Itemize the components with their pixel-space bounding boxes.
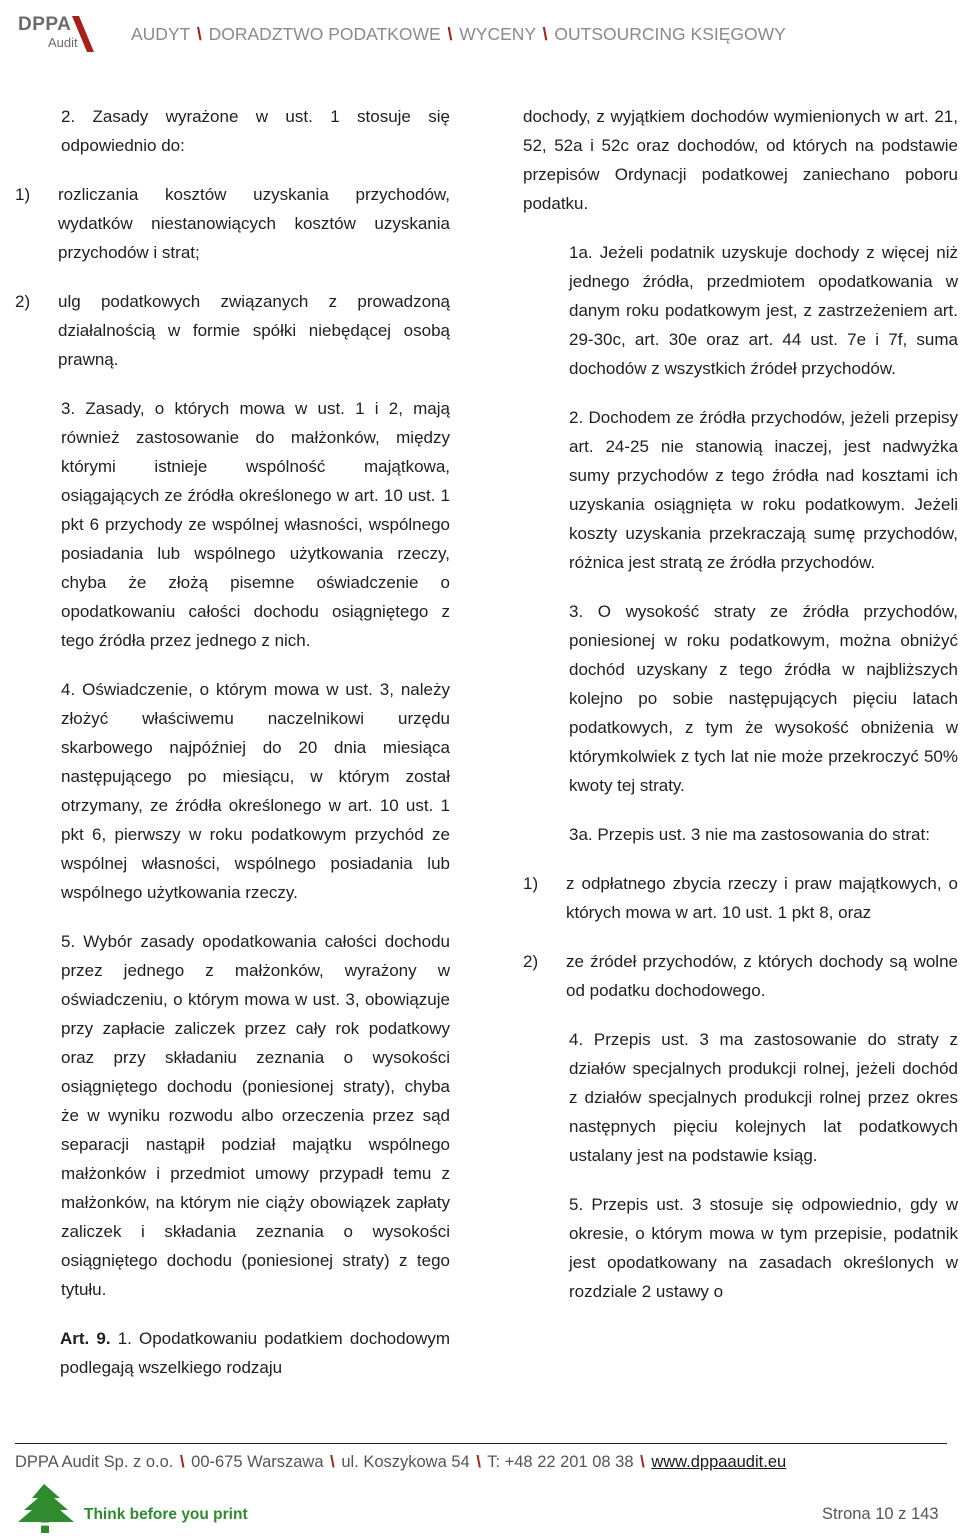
paragraph-5: 5. Wybór zasady opodatkowania całości dochodu przez jednego z małżonków, wyrażony w oświadczeniu, o którym mowa w ust. 3, obowiązuje przy zapłacie zaliczek przez cały rok podatkowy oraz przy składaniu zeznania o wysokości osiągniętego dochodu (poniesionej straty), chyba że w wyniku rozwodu albo orzeczenia przez sąd separacji nastąpił podział majątku wspólnego małżonków i przedmiot umowy przypadł temu z małżonków, na którym nie ciąży obowiązek zapłaty zaliczek i składania zeznania o wysokości osiągniętego dochodu (poniesionej straty) z tego tytułu. bbox=[61, 932, 450, 1299]
list-item-number: 2) bbox=[523, 952, 539, 971]
page-header bbox=[0, 0, 960, 72]
list-item-text: z odpłatnego zbycia rzeczy i praw majątkowych, o których mowa w art. 10 ust. 1 pkt 8, oraz bbox=[566, 874, 958, 922]
paragraph-2: 2. Zasady wyrażone w ust. 1 stosuje się odpowiednio do: bbox=[61, 107, 450, 155]
footer-separator: \ bbox=[330, 1453, 335, 1471]
list-item-text: rozliczania kosztów uzyskania przychodów, wydatków niestanowiących kosztów uzyskania przychodów i strat; bbox=[58, 185, 450, 262]
logo-main-text: DPPA bbox=[18, 14, 72, 35]
footer-separator: \ bbox=[179, 1453, 185, 1471]
paragraph-3: 3. Zasady, o których mowa w ust. 1 i 2, mają również zastosowanie do małżonków, między którymi istnieje wspólność majątkowa, osiągających ze źródła określonego w art. 10 ust. 1 pkt 6 przychody ze wspólnej własności, wspólnego posiadania lub wspólnego użytkowania rzeczy, chyba że złożą pisemne oświadczenie o opodatkowaniu całości dochodu osiągniętego z tego źródła przez jednego z nich. bbox=[61, 399, 450, 650]
paragraph-continued: dochody, z wyjątkiem dochodów wymienionych w art. 21, 52, 52a i 52c oraz dochodów, od których na podstawie przepisów Ordynacji podatkowej zaniechano poboru podatku. bbox=[523, 107, 958, 213]
footer-address bbox=[15, 1453, 786, 1472]
paragraph-3a: 3a. Przepis ust. 3 nie ma zastosowania do strat: bbox=[569, 825, 930, 844]
paragraph-2: 2. Dochodem ze źródła przychodów, jeżeli przepisy art. 24-25 nie stanowią inaczej, jest nadwyżka sumy przychodów z tego źródła nad kosztami ich uzyskania osiągnięta w roku podatkowym. Jeżeli koszty uzyskania przekraczają sumę przychodów, różnica jest stratą ze źródła przychodów. bbox=[569, 408, 958, 572]
list-item-number: 2) bbox=[15, 292, 31, 311]
footer-company: DPPA Audit Sp. z o.o. bbox=[15, 1453, 174, 1471]
paragraph-4: 4. Przepis ust. 3 ma zastosowanie do straty z działów specjalnych produkcji rolnej, jeżeli dochód z działów specjalnych produkcji rolnej przez okres następnych pięciu kolejnych lat podatkowych ustalany jest na podstawie ksiąg. bbox=[569, 1030, 958, 1165]
footer-separator: \ bbox=[476, 1453, 481, 1471]
footer-website-link[interactable]: www.dppaaudit.eu bbox=[651, 1453, 787, 1471]
list-item bbox=[523, 869, 958, 927]
article-9-intro bbox=[15, 1324, 450, 1382]
header-separator: \ bbox=[447, 24, 453, 44]
list-item bbox=[523, 947, 958, 1005]
footer-divider bbox=[15, 1443, 947, 1444]
page-number: Strona 10 z 143 bbox=[822, 1505, 939, 1523]
footer-phone: T: +48 22 201 08 38 bbox=[487, 1453, 634, 1471]
article-label: Art. 9. bbox=[60, 1329, 111, 1348]
right-column bbox=[523, 102, 958, 1326]
header-item-outsourcing: OUTSOURCING KSIĘGOWY bbox=[554, 24, 786, 44]
paragraph-4: 4. Oświadczenie, o którym mowa w ust. 3, należy złożyć właściwemu naczelnikowi urzędu skarbowego najpóźniej do 20 dnia miesiąca następującego po miesiącu, w którym został otrzymany, ze źródła określonego w art. 10 ust. 1 pkt 6, pierwszy w roku podatkowym przychód ze wspólnej własności, wspólnego posiadania lub wspólnego użytkowania rzeczy. bbox=[61, 680, 450, 902]
header-separator: \ bbox=[542, 24, 548, 44]
list-item-text: ulg podatkowych związanych z prowadzoną działalnością w formie spółki niebędącej osobą prawną. bbox=[58, 292, 450, 369]
article-text: 1. Opodatkowaniu podatkiem dochodowym podlegają wszelkiego rodzaju bbox=[60, 1329, 450, 1377]
company-logo bbox=[18, 14, 98, 54]
tree-icon bbox=[14, 1482, 78, 1534]
header-item-audit: AUDYT bbox=[131, 24, 190, 44]
header-separator: \ bbox=[196, 24, 202, 44]
footer-street: ul. Koszykowa 54 bbox=[341, 1453, 470, 1471]
list-item-number: 1) bbox=[15, 185, 31, 204]
header-service-list bbox=[131, 24, 786, 45]
logo-sub-text: Audit bbox=[48, 35, 78, 50]
footer-slogan: Think before you print bbox=[84, 1506, 248, 1523]
logo-slash-icon bbox=[70, 14, 96, 54]
header-item-valuations: WYCENY bbox=[459, 24, 536, 44]
paragraph-3: 3. O wysokość straty ze źródła przychodów, poniesionej w roku podatkowym, można obniżyć dochód uzyskany z tego źródła w najbliższych kolejno po sobie następujących pięciu latach podatkowych, z tym że wysokość obniżenia w którymkolwiek z tych lat nie może przekroczyć 50% kwoty tej straty. bbox=[569, 602, 958, 795]
list-item-text: ze źródeł przychodów, z których dochody są wolne od podatku dochodowego. bbox=[566, 952, 958, 1000]
footer-separator: \ bbox=[640, 1453, 645, 1471]
footer-city: 00-675 Warszawa bbox=[191, 1453, 324, 1471]
list-item bbox=[15, 287, 450, 374]
left-column bbox=[15, 102, 450, 1402]
paragraph-1a: 1a. Jeżeli podatnik uzyskuje dochody z więcej niż jednego źródła, przedmiotem opodatkowania w danym roku podatkowym jest, z zastrzeżeniem art. 29-30c, art. 30e oraz art. 44 ust. 7e i 7f, suma dochodów z wszystkich źródeł przychodów. bbox=[569, 243, 958, 378]
list-item-number: 1) bbox=[523, 874, 539, 893]
list-item bbox=[15, 180, 450, 267]
header-item-tax-advisory: DORADZTWO PODATKOWE bbox=[208, 24, 441, 44]
paragraph-5: 5. Przepis ust. 3 stosuje się odpowiednio, gdy w okresie, o którym mowa w tym przepisie, podatnik jest opodatkowany na zasadach określonych w rozdziale 2 ustawy o bbox=[569, 1195, 958, 1301]
